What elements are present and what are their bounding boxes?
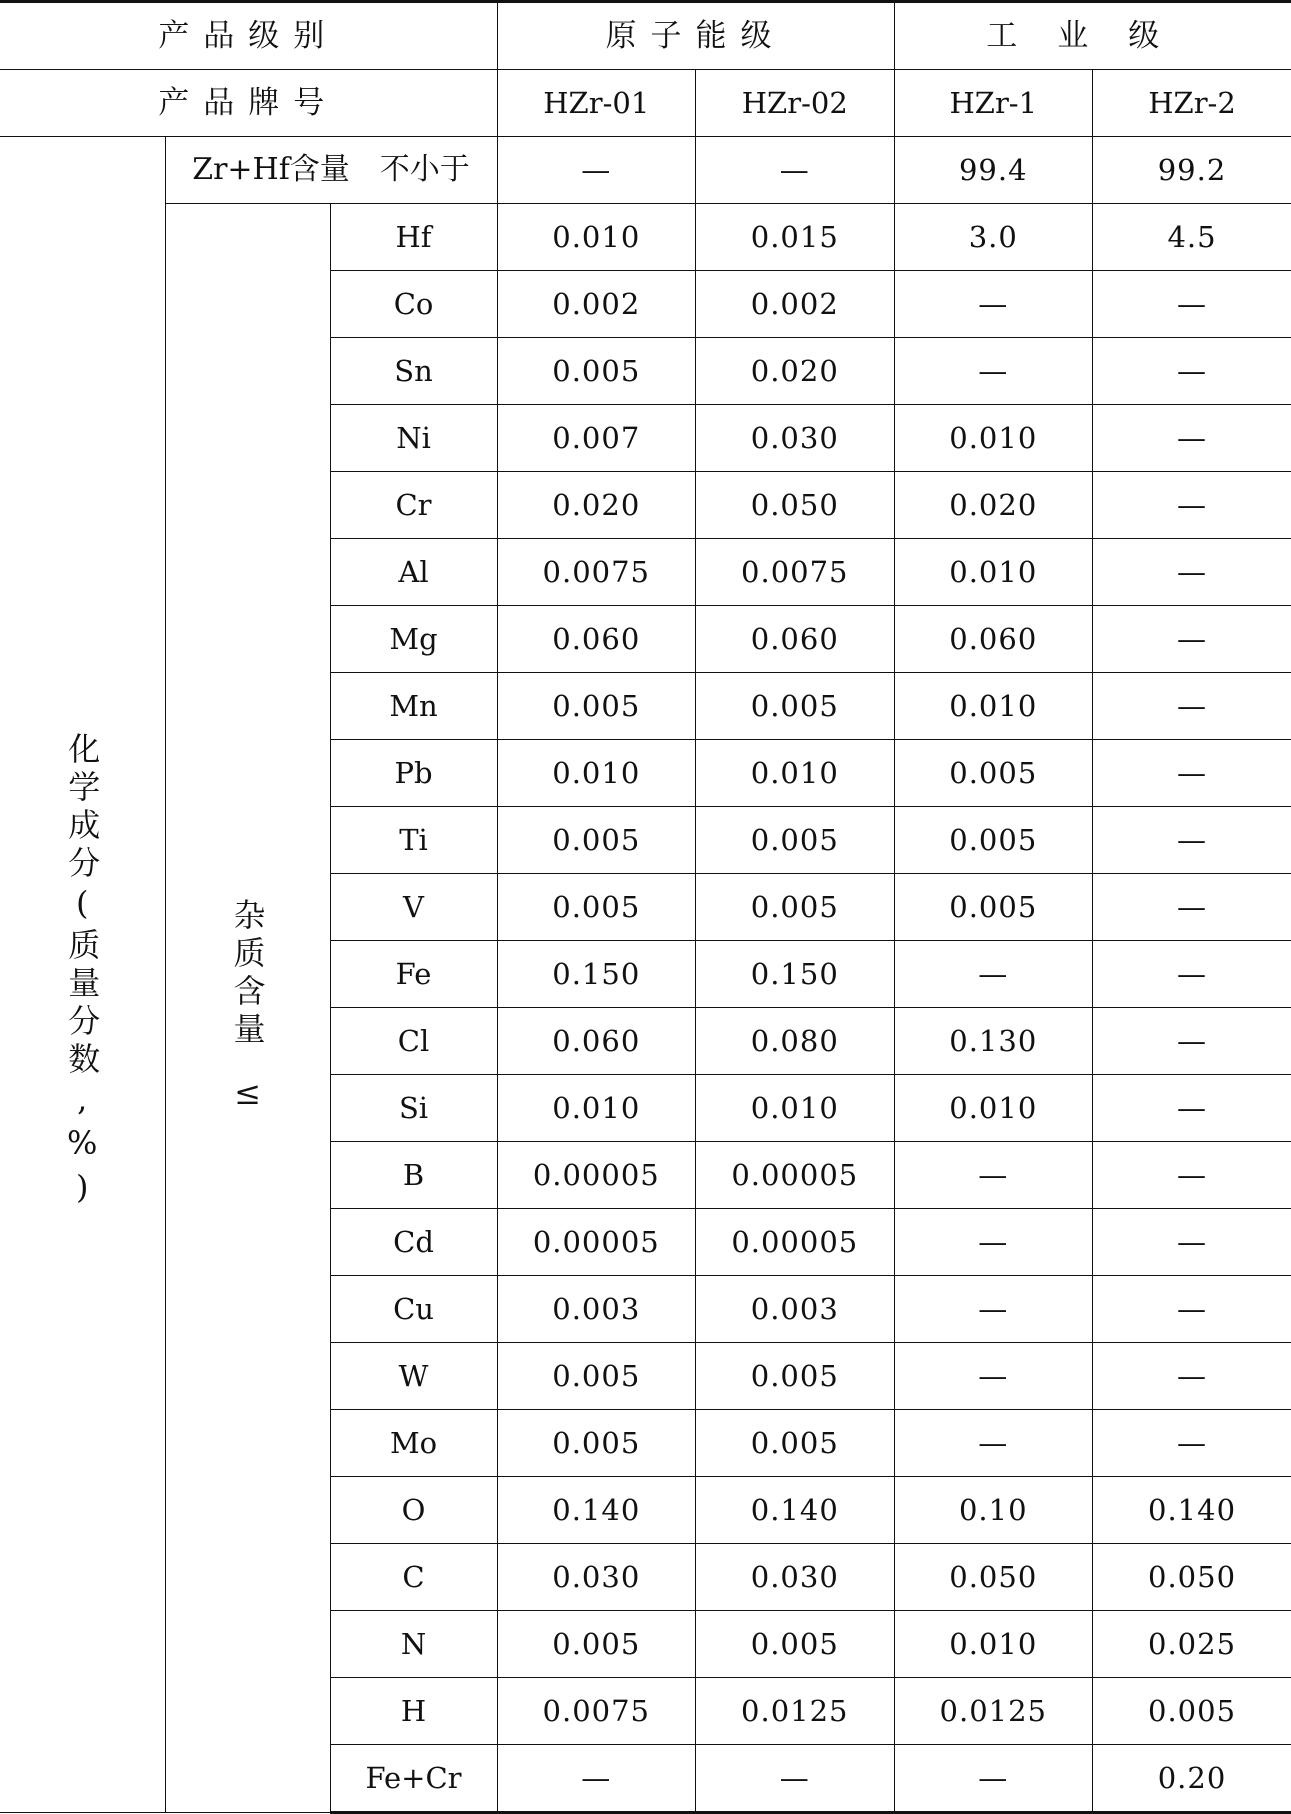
impurity-value: — <box>1093 1075 1291 1142</box>
element-name: B <box>330 1142 497 1209</box>
main-content-value: 99.2 <box>1093 137 1291 204</box>
brand-header-row <box>0 70 1291 137</box>
impurity-value: — <box>894 338 1093 405</box>
impurity-value: — <box>1093 1410 1291 1477</box>
impurity-value: 0.00005 <box>497 1142 696 1209</box>
impurity-value: 0.030 <box>696 1544 895 1611</box>
impurity-value: — <box>497 1745 696 1813</box>
impurity-value: 0.003 <box>497 1276 696 1343</box>
impurity-value: 0.005 <box>497 1611 696 1678</box>
element-name: Sn <box>330 338 497 405</box>
impurity-label: 杂质含量 <box>228 898 267 1050</box>
main-content-value: — <box>497 137 696 204</box>
impurity-value: 0.005 <box>696 1611 895 1678</box>
impurity-value: 0.060 <box>894 606 1093 673</box>
impurity-value: 0.010 <box>696 740 895 807</box>
impurity-limit-symbol: ≤ <box>228 1074 267 1118</box>
impurity-value: 0.005 <box>696 807 895 874</box>
element-name: N <box>330 1611 497 1678</box>
impurity-value: 0.010 <box>696 1075 895 1142</box>
element-name: Co <box>330 271 497 338</box>
impurity-value: — <box>894 1276 1093 1343</box>
impurity-value: — <box>1093 807 1291 874</box>
impurity-value: 0.020 <box>696 338 895 405</box>
impurity-value: — <box>894 1410 1093 1477</box>
impurity-value: 0.010 <box>497 740 696 807</box>
element-name: H <box>330 1678 497 1745</box>
element-name: Fe+Cr <box>330 1745 497 1813</box>
impurity-value: — <box>1093 1343 1291 1410</box>
chemical-composition-label-cell <box>0 137 165 1813</box>
impurity-value: — <box>1093 472 1291 539</box>
brand-label: 产品牌号 <box>0 70 497 137</box>
impurity-value: 0.005 <box>497 874 696 941</box>
impurity-value: 3.0 <box>894 204 1093 271</box>
impurity-value: — <box>894 1745 1093 1813</box>
grade-nuclear: 原子能级 <box>497 2 894 70</box>
impurity-value: 0.0125 <box>894 1678 1093 1745</box>
impurity-value: 0.0075 <box>497 539 696 606</box>
impurity-value: 0.005 <box>894 740 1093 807</box>
impurity-value: 0.025 <box>1093 1611 1291 1678</box>
impurity-value: 0.060 <box>497 606 696 673</box>
impurity-value: 0.00005 <box>696 1142 895 1209</box>
impurity-value: 0.005 <box>696 874 895 941</box>
element-name: Ti <box>330 807 497 874</box>
impurity-value: — <box>1093 539 1291 606</box>
element-name: C <box>330 1544 497 1611</box>
impurity-value: 0.00005 <box>497 1209 696 1276</box>
impurity-value: 0.005 <box>497 338 696 405</box>
impurity-value: 0.050 <box>894 1544 1093 1611</box>
impurity-value: 0.080 <box>696 1008 895 1075</box>
impurity-value: 0.010 <box>497 1075 696 1142</box>
element-name: Mn <box>330 673 497 740</box>
impurity-label-cell <box>165 204 330 1813</box>
element-name: Ni <box>330 405 497 472</box>
impurity-value: — <box>894 271 1093 338</box>
impurity-value: 0.005 <box>497 1343 696 1410</box>
impurity-value: — <box>1093 1008 1291 1075</box>
impurity-value: — <box>1093 1276 1291 1343</box>
impurity-row <box>0 204 1291 271</box>
impurity-value: 0.010 <box>497 204 696 271</box>
impurity-value: 0.140 <box>497 1477 696 1544</box>
impurity-value: 0.005 <box>497 1410 696 1477</box>
impurity-value: 0.005 <box>696 1410 895 1477</box>
impurity-value: 0.150 <box>696 941 895 1008</box>
impurity-value: 0.010 <box>894 1611 1093 1678</box>
impurity-value: — <box>1093 740 1291 807</box>
impurity-value: 0.130 <box>894 1008 1093 1075</box>
impurity-value: — <box>1093 673 1291 740</box>
element-name: V <box>330 874 497 941</box>
main-content-value: 99.4 <box>894 137 1093 204</box>
impurity-value: 0.020 <box>497 472 696 539</box>
impurity-value: 0.010 <box>894 539 1093 606</box>
impurity-value: — <box>1093 338 1291 405</box>
impurity-value: — <box>696 1745 895 1813</box>
element-name: Cd <box>330 1209 497 1276</box>
impurity-value: 0.005 <box>696 1343 895 1410</box>
element-name: Al <box>330 539 497 606</box>
brand-hzr-02: HZr-02 <box>696 70 895 137</box>
impurity-value: 0.002 <box>696 271 895 338</box>
element-name: Cu <box>330 1276 497 1343</box>
impurity-value: 0.005 <box>497 673 696 740</box>
impurity-value: 0.005 <box>894 874 1093 941</box>
impurity-value: 0.140 <box>1093 1477 1291 1544</box>
grade-header-row <box>0 2 1291 70</box>
element-name: Mg <box>330 606 497 673</box>
impurity-value: — <box>1093 1209 1291 1276</box>
impurity-value: — <box>894 1142 1093 1209</box>
impurity-value: 0.003 <box>696 1276 895 1343</box>
impurity-value: 0.010 <box>894 1075 1093 1142</box>
impurity-value: 0.0075 <box>497 1678 696 1745</box>
impurity-value: 0.030 <box>696 405 895 472</box>
grade-label: 产品级别 <box>0 2 497 70</box>
impurity-value: 0.015 <box>696 204 895 271</box>
impurity-value: 0.140 <box>696 1477 895 1544</box>
impurity-value: 0.10 <box>894 1477 1093 1544</box>
element-name: Pb <box>330 740 497 807</box>
impurity-value: 0.20 <box>1093 1745 1291 1813</box>
impurity-value: 0.002 <box>497 271 696 338</box>
brand-hzr-2: HZr-2 <box>1093 70 1291 137</box>
impurity-value: 0.007 <box>497 405 696 472</box>
element-name: O <box>330 1477 497 1544</box>
impurity-value: 0.060 <box>696 606 895 673</box>
main-content-row <box>0 137 1291 204</box>
impurity-value: 0.005 <box>696 673 895 740</box>
impurity-value: 4.5 <box>1093 204 1291 271</box>
element-name: Mo <box>330 1410 497 1477</box>
element-name: Hf <box>330 204 497 271</box>
impurity-value: 0.010 <box>894 405 1093 472</box>
main-content-label: Zr+Hf含量 不小于 <box>165 137 497 204</box>
element-name: W <box>330 1343 497 1410</box>
impurity-value: — <box>1093 941 1291 1008</box>
element-name: Cl <box>330 1008 497 1075</box>
element-name: Cr <box>330 472 497 539</box>
impurity-value: 0.050 <box>1093 1544 1291 1611</box>
chemical-composition-label: 化学成分(质量分数,%) <box>63 731 102 1212</box>
main-content-value: — <box>696 137 895 204</box>
impurity-value: 0.030 <box>497 1544 696 1611</box>
impurity-value: — <box>894 1209 1093 1276</box>
impurity-value: — <box>1093 271 1291 338</box>
impurity-value: — <box>1093 1142 1291 1209</box>
impurity-value: 0.060 <box>497 1008 696 1075</box>
brand-hzr-1: HZr-1 <box>894 70 1093 137</box>
impurity-value: 0.010 <box>894 673 1093 740</box>
impurity-value: — <box>1093 606 1291 673</box>
element-name: Fe <box>330 941 497 1008</box>
impurity-value: 0.050 <box>696 472 895 539</box>
brand-hzr-01: HZr-01 <box>497 70 696 137</box>
impurity-value: 0.0075 <box>696 539 895 606</box>
impurity-value: 0.0125 <box>696 1678 895 1745</box>
impurity-value: 0.005 <box>894 807 1093 874</box>
impurity-value: — <box>894 1343 1093 1410</box>
impurity-value: — <box>1093 874 1291 941</box>
grade-industrial: 工业级 <box>894 2 1291 70</box>
impurity-value: 0.150 <box>497 941 696 1008</box>
element-name: Si <box>330 1075 497 1142</box>
impurity-value: 0.020 <box>894 472 1093 539</box>
impurity-value: 0.005 <box>497 807 696 874</box>
impurity-value: — <box>894 941 1093 1008</box>
impurity-value: 0.00005 <box>696 1209 895 1276</box>
impurity-value: — <box>1093 405 1291 472</box>
impurity-value: 0.005 <box>1093 1678 1291 1745</box>
